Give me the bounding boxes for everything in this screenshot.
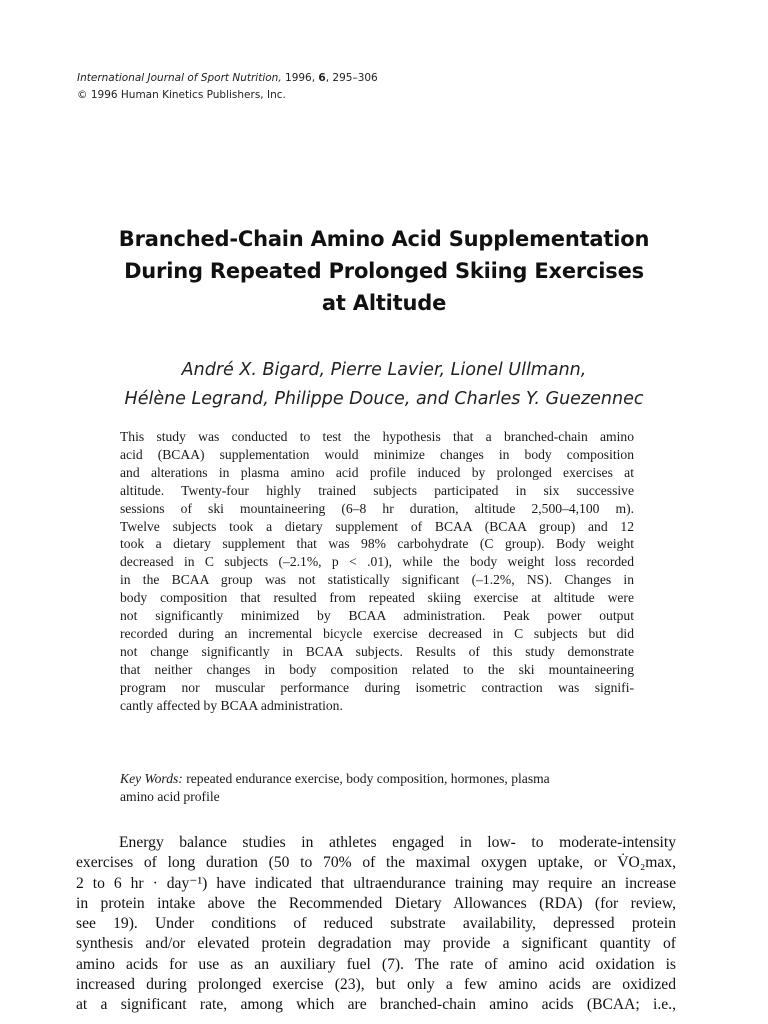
abstract-line: acid (BCAA) supplementation would minimize changes in body composition [120, 446, 634, 462]
body-line: exercises of long duration (50 to 70% of the maximal oxygen uptake, or V̇O₂max, [76, 854, 676, 872]
body-line: see 19). Under conditions of reduced substrate availability, depressed protein [76, 915, 676, 933]
title-line: at Altitude [321, 291, 447, 315]
journal-year: 1996, [281, 72, 319, 84]
keywords-text: repeated endurance exercise, body composition, hormones, plasma [182, 771, 550, 786]
abstract-line: body composition that resulted from repeated skiing exercise at altitude were [120, 590, 634, 606]
keywords-line [120, 770, 634, 788]
authors-line: Hélène Legrand, Philippe Douce, and Charles Y. Guezennec [124, 389, 644, 409]
journal-reference [77, 70, 378, 87]
body-line: amino acids for use as an auxiliary fuel (7). The rate of amino acid oxidation is [76, 955, 676, 973]
journal-name: International Journal of Sport Nutrition, [77, 72, 282, 84]
journal-citation [77, 70, 378, 104]
title-line: Branched-Chain Amino Acid Supplementation [118, 227, 650, 251]
abstract [120, 428, 634, 715]
journal-copyright: © 1996 Human Kinetics Publishers, Inc. [77, 89, 286, 101]
paper-title [60, 223, 708, 319]
abstract-line: Twelve subjects took a dietary supplement of BCAA (BCAA group) and 12 [120, 518, 634, 534]
keywords-label: Key Words: [120, 771, 183, 786]
keywords [120, 770, 634, 806]
abstract-line: that neither changes in body composition related to the ski mountaineering [120, 661, 634, 677]
paper-authors [40, 356, 728, 414]
abstract-line: altitude. Twenty-four highly trained subjects participated in six successive [120, 482, 634, 498]
body-line: at a significant rate, among which are branched-chain amino acids (BCAA; i.e., [76, 996, 676, 1014]
authors-line: André X. Bigard, Pierre Lavier, Lionel Ullmann, [181, 360, 587, 380]
journal-pages: , 295–306 [325, 72, 378, 84]
abstract-line: decreased in C subjects (–2.1%, p < .01), while the body weight loss recorded [120, 554, 634, 570]
body-line: synthesis and/or elevated protein degradation may provide a significant quantity of [76, 935, 676, 953]
body-line: Energy balance studies in athletes engaged in low- to moderate-intensity [119, 834, 676, 851]
body-text [76, 833, 676, 1016]
keywords-line: amino acid profile [120, 789, 220, 804]
abstract-line: recorded during an incremental bicycle exercise decreased in C subjects but did [120, 625, 634, 641]
title-line: During Repeated Prolonged Skiing Exercises [124, 259, 644, 283]
body-line: 2 to 6 hr · day⁻¹) have indicated that ultraendurance training may require an increase [76, 874, 676, 892]
abstract-line: program nor muscular performance during isometric contraction was signifi- [120, 679, 634, 695]
abstract-line: in the BCAA group was not statistically significant (–1.2%, NS). Changes in [120, 572, 634, 588]
abstract-line: sessions of ski mountaineering (6–8 hr duration, altitude 2,500–4,100 m). [120, 500, 634, 516]
abstract-line: This study was conducted to test the hypothesis that a branched-chain amino [120, 429, 634, 444]
abstract-line: not change significantly in BCAA subjects. Results of this study demonstrate [120, 643, 634, 659]
abstract-line: and alterations in plasma amino acid profile induced by prolonged exercises at [120, 464, 634, 480]
abstract-line: took a dietary supplement that was 98% carbohydrate (C group). Body weight [120, 536, 634, 552]
body-line: increased during prolonged exercise (23), but only a few amino acids are oxidized [76, 976, 676, 994]
abstract-line: cantly affected by BCAA administration. [120, 697, 343, 713]
abstract-line: not significantly minimized by BCAA administration. Peak power output [120, 608, 634, 624]
journal-volume: 6 [318, 72, 326, 84]
body-line: in protein intake above the Recommended Dietary Allowances (RDA) (for review, [76, 894, 676, 912]
